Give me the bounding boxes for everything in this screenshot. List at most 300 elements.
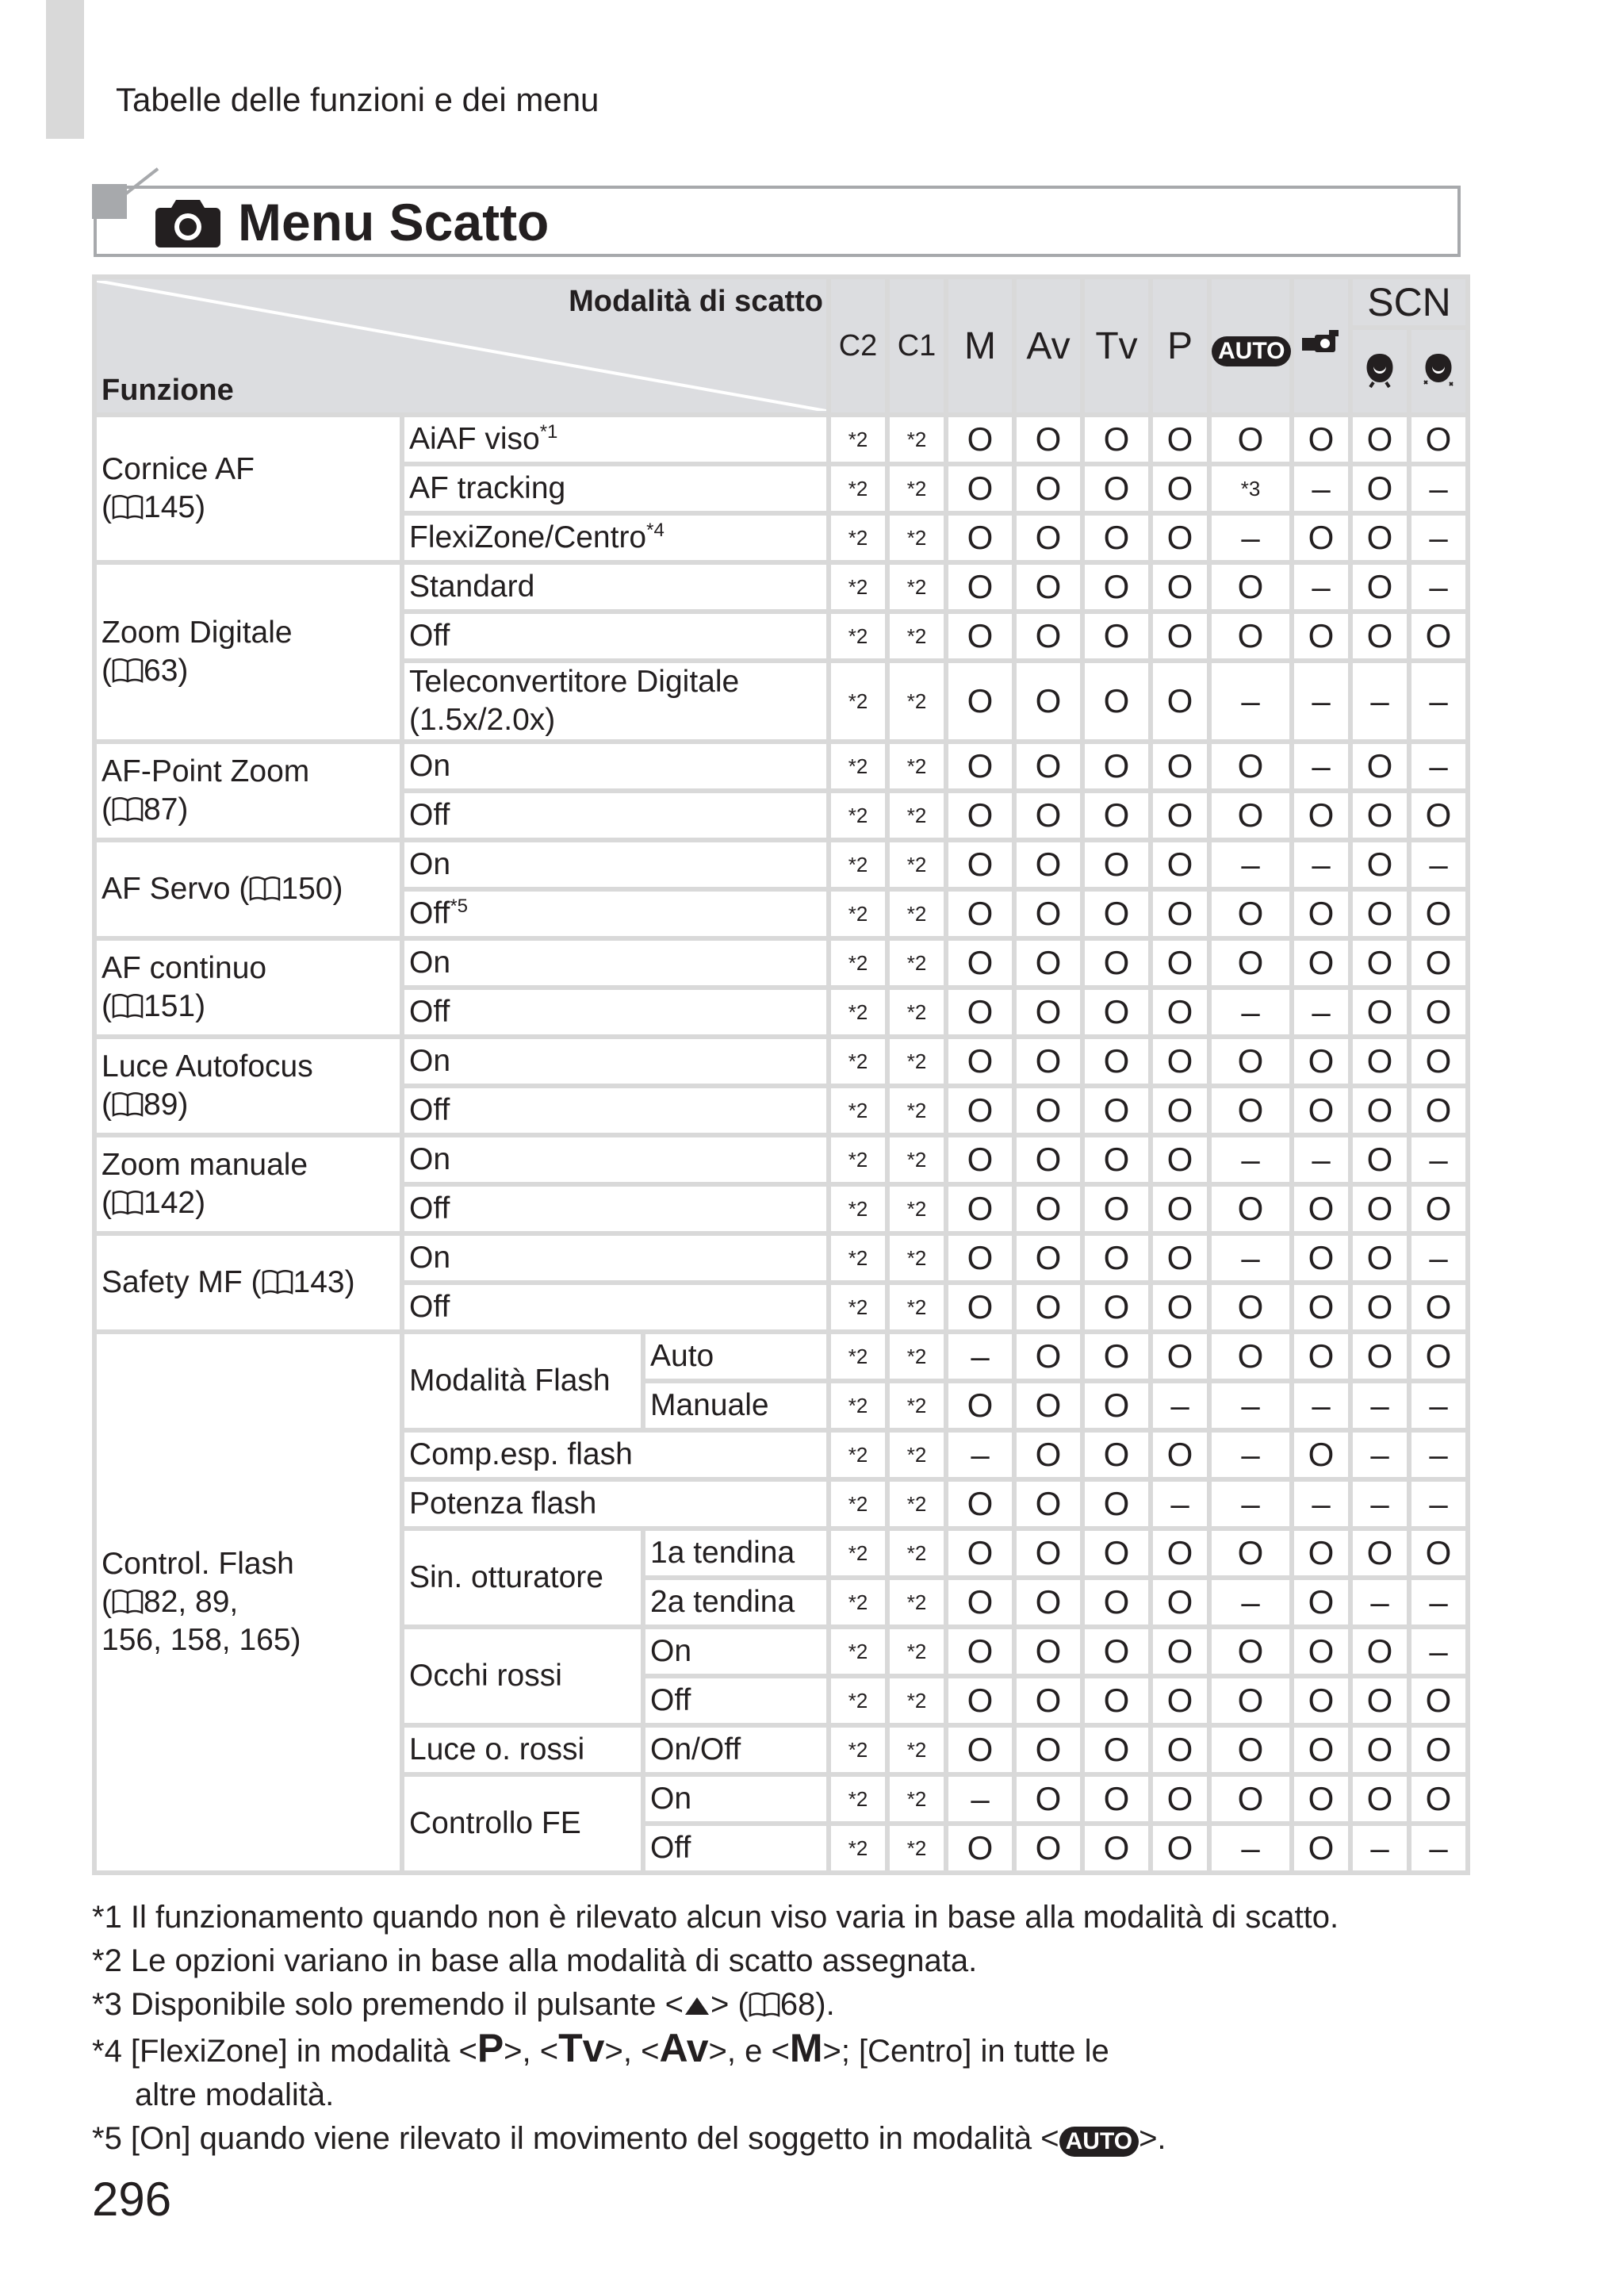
mode-value: *2 <box>831 1629 885 1674</box>
mode-value: *2 <box>890 1137 944 1182</box>
mode-value: – <box>1411 1826 1465 1870</box>
mode-value: O <box>1411 614 1465 658</box>
option-label: On <box>404 744 826 788</box>
mode-value: O <box>1294 1334 1348 1379</box>
mode-value: – <box>948 1433 1012 1477</box>
mode-value: *2 <box>890 1088 944 1133</box>
mode-value: O <box>1153 941 1207 985</box>
mode-value: *2 <box>831 1088 885 1133</box>
mode-value: O <box>1153 1039 1207 1084</box>
mode-value: – <box>1212 1826 1289 1870</box>
m-mode-symbol: M <box>789 2026 823 2070</box>
option-label: Off$^{*5}$ <box>404 892 826 936</box>
footnote-marker: *4 <box>646 520 665 541</box>
mode-value: O <box>1153 565 1207 609</box>
mode-value: O <box>1017 1236 1080 1280</box>
mode-value: – <box>1212 990 1289 1034</box>
mode-value: O <box>1085 1531 1148 1575</box>
option-label: Off <box>404 614 826 658</box>
mode-value: O <box>948 793 1012 838</box>
mode-value: *2 <box>831 744 885 788</box>
function-name: AF-Point Zoom ( 87) <box>97 744 400 838</box>
mode-value: O <box>1153 516 1207 560</box>
table-row <box>97 1137 1465 1182</box>
mode-value: O <box>1353 892 1407 936</box>
mode-value: *2 <box>890 417 944 462</box>
mode-header-auto <box>1212 279 1289 412</box>
mode-header-av: Av <box>1017 279 1080 412</box>
footnote-4 <box>92 2027 1519 2073</box>
mode-value: O <box>1353 1334 1407 1379</box>
mode-value: O <box>1085 1728 1148 1772</box>
function-table <box>92 274 1470 1875</box>
mode-value: O <box>1085 1678 1148 1723</box>
mode-value: O <box>1411 892 1465 936</box>
title-decoration-square <box>92 184 127 219</box>
table-row <box>97 1334 1465 1379</box>
scn-header: SCN <box>1353 279 1465 325</box>
mode-value: O <box>1411 1678 1465 1723</box>
option-label: AF tracking <box>404 466 826 511</box>
mode-value: O <box>1294 1728 1348 1772</box>
mode-value: – <box>1212 516 1289 560</box>
mode-value: O <box>1085 842 1148 887</box>
option-label: On <box>645 1629 826 1674</box>
header-corner-box <box>97 281 826 411</box>
smooth-skin-icon <box>1411 330 1465 412</box>
mode-value: O <box>1212 892 1289 936</box>
mode-value: O <box>1353 1088 1407 1133</box>
running-head: Tabelle delle funzioni e dei menu <box>116 81 599 118</box>
mode-value: O <box>948 1826 1012 1870</box>
footnote-4-end: >; [Centro] in tutte le <box>822 2034 1109 2069</box>
mode-value: O <box>1353 1629 1407 1674</box>
mode-value: *2 <box>831 516 885 560</box>
mode-value: *2 <box>890 1826 944 1870</box>
mode-value: *2 <box>890 744 944 788</box>
mode-value: *2 <box>831 892 885 936</box>
mode-value: O <box>948 1137 1012 1182</box>
mode-value: O <box>1153 1137 1207 1182</box>
page-number: 296 <box>92 2173 172 2226</box>
mode-value: O <box>1411 417 1465 462</box>
mode-value: – <box>1212 663 1289 739</box>
mode-value: *2 <box>831 793 885 838</box>
mode-value: *2 <box>890 793 944 838</box>
mode-value: – <box>1212 1137 1289 1182</box>
mode-value: O <box>1017 990 1080 1034</box>
mode-value: *2 <box>831 1334 885 1379</box>
mode-value: *2 <box>890 663 944 739</box>
mode-value: O <box>1085 1826 1148 1870</box>
mode-value: O <box>1294 793 1348 838</box>
p-mode-symbol: P <box>477 2026 504 2070</box>
mode-value: – <box>1294 744 1348 788</box>
camera-icon <box>155 197 220 247</box>
mode-value: – <box>1353 1580 1407 1624</box>
suboption-label: Controllo FE <box>404 1777 641 1870</box>
mode-value: *2 <box>890 1039 944 1084</box>
book-reference-icon <box>112 989 144 1023</box>
mode-value: O <box>1153 1826 1207 1870</box>
mode-value: O <box>1153 614 1207 658</box>
mode-value: O <box>1153 1285 1207 1329</box>
mode-header-p: P <box>1153 279 1207 412</box>
mode-value: *2 <box>831 1187 885 1231</box>
mode-value: O <box>1017 1580 1080 1624</box>
mode-value: O <box>948 1383 1012 1428</box>
mode-value: – <box>1212 842 1289 887</box>
side-tab <box>46 0 84 139</box>
mode-value: O <box>948 1678 1012 1723</box>
mode-value: O <box>1294 1777 1348 1821</box>
option-label: AiAF viso$^{*1}$ <box>404 417 826 462</box>
option-label: Teleconvertitore Digitale (1.5x/2.0x) <box>404 663 826 739</box>
mode-value: O <box>1212 793 1289 838</box>
mode-value: O <box>1411 1728 1465 1772</box>
option-label: Off <box>404 793 826 838</box>
option-label: Off <box>404 990 826 1034</box>
mode-value: *2 <box>831 663 885 739</box>
mode-value: O <box>1017 1334 1080 1379</box>
mode-value: O <box>948 1580 1012 1624</box>
mode-value: O <box>1212 1777 1289 1821</box>
mode-value: O <box>1411 793 1465 838</box>
mode-value: O <box>1085 1482 1148 1526</box>
footnote-marker: *5 <box>450 896 468 917</box>
mode-value: O <box>1411 941 1465 985</box>
option-label: On <box>645 1777 826 1821</box>
mode-value: O <box>948 941 1012 985</box>
mode-value: – <box>1294 1482 1348 1526</box>
mode-value: O <box>1085 565 1148 609</box>
mode-value: O <box>1294 1088 1348 1133</box>
mode-value: O <box>1017 892 1080 936</box>
mode-value: O <box>1411 990 1465 1034</box>
option-label: On <box>404 941 826 985</box>
mode-value: *2 <box>831 417 885 462</box>
mode-value: – <box>948 1334 1012 1379</box>
footnote-1: *1 Il funzionamento quando non è rilevato alcun viso varia in base alla modalità di scatto. <box>92 1900 1339 1935</box>
mode-value: O <box>1153 1433 1207 1477</box>
mode-value: *2 <box>890 565 944 609</box>
mode-value: – <box>1294 842 1348 887</box>
mode-value: O <box>1294 1236 1348 1280</box>
mode-value: – <box>1353 1826 1407 1870</box>
option-label: Standard <box>404 565 826 609</box>
mode-value: O <box>1353 842 1407 887</box>
portrait-icon <box>1353 330 1407 412</box>
mode-value: O <box>1017 417 1080 462</box>
mode-value: O <box>1017 516 1080 560</box>
footnote-5-end: >. <box>1139 2121 1166 2156</box>
mode-value: O <box>1017 466 1080 511</box>
mode-value: O <box>1411 1531 1465 1575</box>
option-label: On <box>404 1236 826 1280</box>
mode-value: – <box>1411 842 1465 887</box>
mode-value: O <box>1153 1728 1207 1772</box>
mode-value: *2 <box>831 1039 885 1084</box>
option-label: Off <box>645 1826 826 1870</box>
mode-value: O <box>948 565 1012 609</box>
mode-value: O <box>1212 1187 1289 1231</box>
footnote-3 <box>92 1983 1519 2027</box>
mode-value: – <box>1411 466 1465 511</box>
mode-value: O <box>1085 1629 1148 1674</box>
mode-value: O <box>1085 1580 1148 1624</box>
mode-value: *2 <box>831 466 885 511</box>
mode-value: – <box>1411 744 1465 788</box>
mode-value: *2 <box>831 1285 885 1329</box>
suboption-label: Comp.esp. flash <box>404 1433 826 1477</box>
mode-value: *2 <box>890 1433 944 1477</box>
mode-value: – <box>1212 1236 1289 1280</box>
function-name: Control. Flash ( 82, 89, 156, 158, 165) <box>97 1334 400 1870</box>
mode-value: O <box>1017 1285 1080 1329</box>
mode-value: O <box>1017 663 1080 739</box>
mode-value: O <box>1017 842 1080 887</box>
mode-value: O <box>1294 1678 1348 1723</box>
mode-value: O <box>1085 892 1148 936</box>
mode-value: O <box>948 1039 1012 1084</box>
mode-value: – <box>1294 663 1348 739</box>
mode-value: O <box>948 1285 1012 1329</box>
mode-value: O <box>1353 793 1407 838</box>
mode-value: O <box>1153 842 1207 887</box>
mode-value: O <box>1153 1777 1207 1821</box>
mode-value: *2 <box>890 990 944 1034</box>
mode-value: O <box>948 1531 1012 1575</box>
mode-value: O <box>1411 1187 1465 1231</box>
mode-value: O <box>948 1629 1012 1674</box>
mode-value: O <box>1212 1678 1289 1723</box>
option-label: On <box>404 1137 826 1182</box>
function-name: Zoom Digitale ( 63) <box>97 565 400 739</box>
mode-value: *2 <box>890 1580 944 1624</box>
mode-value: *2 <box>890 842 944 887</box>
suboption-label: Modalità Flash <box>404 1334 641 1428</box>
footnotes <box>92 1896 1519 2161</box>
mode-value: O <box>1017 941 1080 985</box>
mode-value: O <box>1017 1482 1080 1526</box>
mode-value: O <box>1294 1580 1348 1624</box>
mode-value: O <box>1017 1088 1080 1133</box>
mode-value: *2 <box>831 1531 885 1575</box>
mode-value: O <box>1017 1137 1080 1182</box>
mode-value: O <box>1153 1236 1207 1280</box>
mode-value: O <box>1017 1777 1080 1821</box>
book-reference-icon <box>249 872 281 906</box>
mode-value: O <box>1212 1728 1289 1772</box>
mode-value: O <box>1411 1334 1465 1379</box>
mode-value: O <box>1085 1088 1148 1133</box>
mode-value: O <box>1411 1088 1465 1133</box>
mode-value: – <box>1353 663 1407 739</box>
mode-header-tv: Tv <box>1085 279 1148 412</box>
mode-value: *3 <box>1212 466 1289 511</box>
mode-value: *2 <box>890 1531 944 1575</box>
mode-value: O <box>1085 1039 1148 1084</box>
mode-header-c1: C1 <box>890 279 944 412</box>
mode-value: O <box>1085 1334 1148 1379</box>
mode-value: – <box>1212 1580 1289 1624</box>
mode-value: – <box>1411 1433 1465 1477</box>
option-label: 2a tendina <box>645 1580 826 1624</box>
book-reference-icon <box>112 654 144 688</box>
auto-mode-badge: AUTO <box>1212 336 1291 366</box>
mode-value: – <box>1411 663 1465 739</box>
footnote-3-text: *3 Disponibile solo premendo il pulsante < <box>92 1987 684 2022</box>
mode-value: O <box>1085 793 1148 838</box>
header-corner <box>97 279 826 412</box>
mode-value: O <box>1085 614 1148 658</box>
mode-value: O <box>1212 1285 1289 1329</box>
mode-value: – <box>1353 1433 1407 1477</box>
av-mode-symbol: Av <box>659 2026 709 2070</box>
mode-value: *2 <box>831 1482 885 1526</box>
mode-value: O <box>1153 417 1207 462</box>
mode-value: O <box>1017 614 1080 658</box>
mode-value: O <box>1411 1285 1465 1329</box>
mode-value: O <box>1153 1187 1207 1231</box>
mode-value: O <box>1017 1629 1080 1674</box>
mode-value: – <box>1294 1137 1348 1182</box>
book-reference-icon <box>112 792 144 827</box>
mode-value: – <box>1353 1383 1407 1428</box>
option-label: Off <box>404 1187 826 1231</box>
mode-value: – <box>1212 1383 1289 1428</box>
mode-value: O <box>1353 1039 1407 1084</box>
mode-value: *2 <box>890 1678 944 1723</box>
mode-value: O <box>1353 1678 1407 1723</box>
mode-value: *2 <box>890 1482 944 1526</box>
mode-value: O <box>1294 1039 1348 1084</box>
mode-value: O <box>1212 565 1289 609</box>
mode-value: O <box>948 990 1012 1034</box>
option-label: On/Off <box>645 1728 826 1772</box>
footnote-4-sep1: >, < <box>504 2034 559 2069</box>
table-row <box>97 941 1465 985</box>
mode-value: O <box>1085 516 1148 560</box>
mode-value: O <box>1085 744 1148 788</box>
option-label: Off <box>645 1678 826 1723</box>
mode-value: – <box>1153 1383 1207 1428</box>
mode-value: O <box>1085 1187 1148 1231</box>
mode-value: O <box>1153 663 1207 739</box>
mode-value: O <box>948 1187 1012 1231</box>
header-row <box>97 279 1465 325</box>
function-name: Zoom manuale ( 142) <box>97 1137 400 1231</box>
hybrid-auto-icon <box>1300 325 1342 367</box>
option-label: Off <box>404 1285 826 1329</box>
footnote-4-continued: altre modalità. <box>135 2077 335 2112</box>
option-label: Manuale <box>645 1383 826 1428</box>
footnote-5 <box>92 2117 1519 2161</box>
table-row <box>97 565 1465 609</box>
mode-value: O <box>1353 941 1407 985</box>
table-row <box>97 1039 1465 1084</box>
mode-value: O <box>948 1482 1012 1526</box>
mode-value: O <box>1294 1187 1348 1231</box>
mode-value: – <box>1411 516 1465 560</box>
mode-value: O <box>948 466 1012 511</box>
mode-header-m: M <box>948 279 1012 412</box>
function-name: Luce Autofocus ( 89) <box>97 1039 400 1133</box>
mode-value: *2 <box>890 466 944 511</box>
option-label: On <box>404 842 826 887</box>
suboption-label: Luce o. rossi <box>404 1728 641 1772</box>
mode-value: O <box>1212 614 1289 658</box>
mode-value: O <box>1212 1629 1289 1674</box>
mode-value: O <box>948 1088 1012 1133</box>
footnote-marker: *1 <box>539 421 558 443</box>
mode-value: *2 <box>890 614 944 658</box>
mode-value: O <box>1085 1383 1148 1428</box>
mode-value: O <box>1212 1039 1289 1084</box>
mode-value: O <box>1153 990 1207 1034</box>
option-label: Off <box>404 1088 826 1133</box>
footnote-4-sep2: >, < <box>604 2034 660 2069</box>
book-reference-icon <box>112 1186 144 1220</box>
mode-value: O <box>1353 466 1407 511</box>
mode-value: O <box>1353 1728 1407 1772</box>
mode-value: O <box>1085 941 1148 985</box>
mode-value: *2 <box>890 1777 944 1821</box>
mode-value: O <box>1294 1629 1348 1674</box>
table-row <box>97 744 1465 788</box>
mode-value: O <box>1212 417 1289 462</box>
mode-value: *2 <box>831 1777 885 1821</box>
mode-value: O <box>948 744 1012 788</box>
mode-value: – <box>1353 1482 1407 1526</box>
mode-value: *2 <box>890 1334 944 1379</box>
mode-value: *2 <box>890 1629 944 1674</box>
mode-value: O <box>1353 744 1407 788</box>
mode-value: *2 <box>831 941 885 985</box>
table-row <box>97 417 1465 462</box>
suboption-label: Sin. otturatore <box>404 1531 641 1624</box>
mode-value: O <box>1085 1285 1148 1329</box>
shooting-mode-label: Modalità di scatto <box>569 285 823 318</box>
option-label: On <box>404 1039 826 1084</box>
mode-value: *2 <box>831 1678 885 1723</box>
mode-value: – <box>1294 990 1348 1034</box>
mode-value: *2 <box>831 990 885 1034</box>
book-reference-icon <box>112 1585 144 1619</box>
mode-value: O <box>1017 793 1080 838</box>
mode-value: O <box>1153 892 1207 936</box>
mode-value: *2 <box>890 516 944 560</box>
mode-value: O <box>948 842 1012 887</box>
mode-value: O <box>1353 990 1407 1034</box>
mode-value: O <box>1294 1826 1348 1870</box>
mode-value: O <box>1353 1236 1407 1280</box>
mode-value: – <box>1411 1580 1465 1624</box>
mode-value: *2 <box>831 842 885 887</box>
mode-value: O <box>1353 1187 1407 1231</box>
mode-value: O <box>1353 1531 1407 1575</box>
mode-value: O <box>1212 1334 1289 1379</box>
suboption-label: Potenza flash <box>404 1482 826 1526</box>
mode-value: O <box>1153 466 1207 511</box>
mode-value: O <box>1411 1039 1465 1084</box>
tv-mode-symbol: Tv <box>558 2026 605 2070</box>
mode-value: O <box>1017 1826 1080 1870</box>
mode-value: O <box>1017 1039 1080 1084</box>
mode-value: O <box>1212 744 1289 788</box>
mode-value: – <box>1411 1236 1465 1280</box>
footnote-4-sep3: >, e < <box>708 2034 790 2069</box>
